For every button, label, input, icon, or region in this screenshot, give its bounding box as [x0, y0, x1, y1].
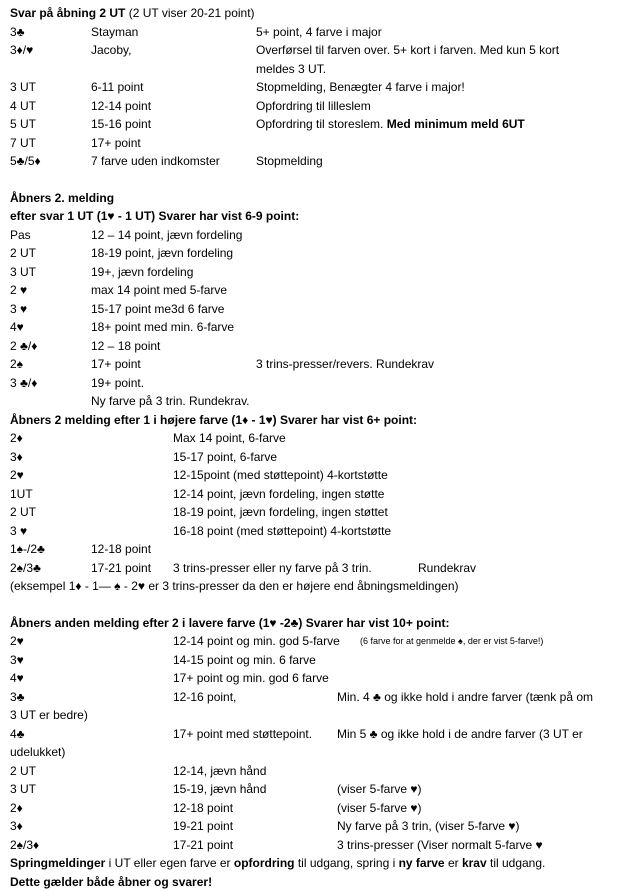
bid-cell: 1♠-/2♣ — [10, 540, 45, 559]
section3-extra-row — [10, 540, 622, 559]
desc-cell: 12-16 point, — [173, 688, 236, 707]
section4-row — [10, 669, 622, 688]
bid-cell: 3 UT — [10, 78, 36, 97]
footer-text-4: til udgang. — [487, 856, 546, 870]
desc-text: 5+ point, 4 farve i major — [256, 25, 382, 39]
bid-cell: 2 ♣/♦ — [10, 337, 37, 356]
desc-cell: 12 – 18 point — [91, 337, 160, 356]
note-cell: (viser 5-farve ♥) — [337, 780, 421, 799]
desc-cell: 12-14 point og min. god 5-farve — [173, 632, 340, 651]
desc-text: Opfordring til storeslem. — [256, 117, 383, 131]
section3-example: (eksempel 1♦ - 1— ♠ - 2♥ er 3 trins-presser da den er højere end åbningsmeldingen) — [10, 577, 459, 596]
bid-cell: 2♦ — [10, 799, 23, 818]
section4-row — [10, 743, 622, 762]
desc-cell: 18-19 point, jævn fordeling, ingen støttet — [173, 503, 388, 522]
section1-row — [10, 134, 622, 153]
desc-text: Stopmelding — [256, 154, 323, 168]
name-cell: 15-16 point — [91, 115, 151, 134]
section2-heading — [10, 189, 622, 208]
footer-opfordring: opfordring — [234, 856, 295, 870]
desc-cell: 19-21 point — [173, 817, 233, 836]
note-cell: (viser 5-farve ♥) — [337, 799, 421, 818]
bid-cell: 4♥ — [10, 669, 24, 688]
bid-cell: 2 UT — [10, 503, 36, 522]
section4-heading — [10, 614, 622, 633]
section3-extra-row — [10, 559, 622, 578]
desc-text: Opfordring til lilleslem — [256, 99, 371, 113]
bid-cell: 5 UT — [10, 115, 36, 134]
bid-cell: 4♥ — [10, 318, 24, 337]
section2-row — [10, 281, 622, 300]
note2-cell: Rundekrav — [418, 559, 476, 578]
small-note: (6 farve for at genmelde ♠, der er vist 5-farve!) — [360, 632, 543, 651]
desc-cell — [256, 78, 465, 97]
bid-cell: 3♦ — [10, 448, 23, 467]
continuation-text: 3 UT er bedre) — [10, 706, 88, 725]
bid-cell: 3♦ — [10, 817, 23, 836]
section1-row — [10, 115, 622, 134]
desc-cell — [256, 41, 596, 78]
desc-cell — [256, 23, 382, 42]
desc-cell — [256, 152, 323, 171]
section2-row — [10, 244, 622, 263]
desc-cell: 17+ point — [91, 355, 141, 374]
desc-cell: 15-17 point me3d 6 farve — [91, 300, 224, 319]
name-cell: 12-14 point — [91, 97, 151, 116]
section2-row — [10, 318, 622, 337]
desc-cell: 12 – 14 point, jævn fordeling — [91, 226, 242, 245]
footer-text-3: er — [445, 856, 462, 870]
bid-cell: 2 UT — [10, 762, 36, 781]
desc-cell: 17-21 point — [173, 836, 233, 855]
section2-subtitle: efter svar 1 UT (1♥ - 1 UT) Svarer har vist 6-9 point: — [10, 207, 299, 226]
section1-row — [10, 78, 622, 97]
bid-cell: 2♠ — [10, 355, 23, 374]
desc-cell: 16-18 point (med støttepoint) 4-kortstøtte — [173, 522, 391, 541]
footer-note: Dette gælder både åbner og svarer! — [10, 873, 212, 891]
section3-example-row — [10, 577, 622, 596]
desc-cell: 19+, jævn fordeling — [91, 263, 193, 282]
section2-row — [10, 392, 622, 411]
bid-cell: 2♥ — [10, 466, 24, 485]
bid-cell: 3 UT — [10, 780, 36, 799]
section4-row — [10, 780, 622, 799]
continuation-text: udelukket) — [10, 743, 65, 762]
section4-row — [10, 632, 622, 651]
desc-cell: 12-18 point — [91, 540, 151, 559]
section1-row — [10, 152, 622, 171]
section3-row — [10, 448, 622, 467]
note-cell: Ny farve på 3 trin, (viser 5-farve ♥) — [337, 817, 520, 836]
desc-cell: 12-14 point, jævn fordeling, ingen støtte — [173, 485, 384, 504]
desc-cell: 15-17 point, 6-farve — [173, 448, 277, 467]
section3-row — [10, 485, 622, 504]
footer-krav: krav — [462, 856, 487, 870]
footer-ny-farve: ny farve — [399, 856, 445, 870]
section1-row — [10, 97, 622, 116]
desc-cell: 12-14, jævn hånd — [173, 762, 266, 781]
name-cell: 7 farve uden indkomster — [91, 152, 220, 171]
desc-bold: Med minimum meld 6UT — [387, 117, 525, 131]
desc-cell: 17-21 point — [91, 559, 151, 578]
desc-cell: 14-15 point og min. 6 farve — [173, 651, 316, 670]
bid-cell: 3♦/♥ — [10, 41, 33, 60]
desc-cell — [256, 97, 371, 116]
bid-cell: 2♥ — [10, 632, 24, 651]
desc-cell: 18-19 point, jævn fordeling — [91, 244, 233, 263]
bid-cell: 1UT — [10, 485, 33, 504]
bid-cell: 3 ♣/♦ — [10, 374, 37, 393]
section2-row — [10, 355, 622, 374]
section3-extra-table — [10, 540, 622, 577]
section2-title: Åbners 2. melding — [10, 189, 114, 208]
section4-row — [10, 651, 622, 670]
section3-row — [10, 466, 622, 485]
section4-row — [10, 817, 622, 836]
bid-cell: 4♣ — [10, 725, 25, 744]
section3-title: Åbners 2 melding efter 1 i højere farve (1♦ - 1♥) Svarer har vist 6+ point: — [10, 411, 417, 430]
name-cell: 17+ point — [91, 134, 141, 153]
section1-table — [10, 23, 622, 171]
desc-cell: 19+ point. — [91, 374, 144, 393]
section4-row — [10, 688, 622, 707]
section2-row — [10, 263, 622, 282]
bid-cell: 2♠/3♣ — [10, 559, 41, 578]
section3-row — [10, 429, 622, 448]
name-cell: Stayman — [91, 23, 138, 42]
section2-table — [10, 226, 622, 411]
footer-springmeldinger: Springmeldinger — [10, 856, 105, 870]
desc-cell — [256, 115, 525, 134]
section2-row — [10, 300, 622, 319]
bid-cell: 2♦ — [10, 429, 23, 448]
note-cell: 3 trins-presser eller ny farve på 3 trin. — [173, 559, 372, 578]
footer-line-1 — [10, 854, 622, 873]
desc-cell: max 14 point med 5-farve — [91, 281, 227, 300]
desc-cell: Max 14 point, 6-farve — [173, 429, 286, 448]
bid-cell: 3 ♥ — [10, 300, 27, 319]
bid-cell: 2♠/3♦ — [10, 836, 39, 855]
bid-cell: 3♥ — [10, 651, 24, 670]
desc-cell: Ny farve på 3 trin. Rundekrav. — [91, 392, 250, 411]
section3-row — [10, 522, 622, 541]
section3-heading — [10, 411, 622, 430]
document-page — [10, 4, 622, 891]
section4-title: Åbners anden melding efter 2 i lavere farve (1♥ -2♣) Svarer har vist 10+ point: — [10, 614, 450, 633]
bid-cell: 3 UT — [10, 263, 36, 282]
footer-text-2: til udgang, spring i — [295, 856, 399, 870]
name-cell: Jacoby, — [91, 41, 131, 60]
bid-cell: 3 ♥ — [10, 522, 27, 541]
bid-cell: 3♣ — [10, 688, 25, 707]
note-cell: Min 5 ♣ og ikke hold i de andre farver (3 UT er — [337, 725, 583, 744]
section2-row — [10, 374, 622, 393]
section2-row — [10, 337, 622, 356]
section4-row — [10, 706, 622, 725]
bid-cell: 7 UT — [10, 134, 36, 153]
bid-cell: Pas — [10, 226, 31, 245]
section2-row — [10, 226, 622, 245]
desc-cell: 17+ point og min. god 6 farve — [173, 669, 329, 688]
section4-row — [10, 725, 622, 744]
section1-title-note: (2 UT viser 20-21 point) — [129, 6, 255, 20]
section4-row — [10, 762, 622, 781]
section1-heading — [10, 4, 622, 23]
section1-title: Svar på åbning 2 UT — [10, 6, 125, 20]
note-cell: 3 trins-presser/revers. Rundekrav — [256, 355, 434, 374]
section4-table — [10, 632, 622, 854]
bid-cell: 3♣ — [10, 23, 25, 42]
section1-row — [10, 23, 622, 42]
desc-text: Stopmelding, Benægter 4 farve i major! — [256, 80, 465, 94]
section2-subheading — [10, 207, 622, 226]
section3-table — [10, 429, 622, 540]
bid-cell: 4 UT — [10, 97, 36, 116]
section4-row — [10, 836, 622, 855]
desc-cell: 12-15point (med støttepoint) 4-kortstøtte — [173, 466, 388, 485]
desc-text: Overførsel til farven over. 5+ kort i farven. Med kun 5 kort meldes 3 UT. — [256, 43, 559, 76]
section1-row — [10, 41, 622, 78]
bid-cell: 5♣/5♦ — [10, 152, 41, 171]
footer-text-1: i UT eller egen farve er — [105, 856, 234, 870]
section3-row — [10, 503, 622, 522]
section4-row — [10, 799, 622, 818]
desc-cell: 12-18 point — [173, 799, 233, 818]
bid-cell: 2 UT — [10, 244, 36, 263]
desc-cell: 17+ point med støttepoint. — [173, 725, 312, 744]
desc-cell: 15-19, jævn hånd — [173, 780, 266, 799]
desc-cell: 18+ point med min. 6-farve — [91, 318, 234, 337]
bid-cell: 2 ♥ — [10, 281, 27, 300]
footer-line-2 — [10, 873, 622, 891]
note-cell: 3 trins-presser (Viser normalt 5-farve ♥ — [337, 836, 543, 855]
note-cell: Min. 4 ♣ og ikke hold i andre farver (tænk på om — [337, 688, 593, 707]
name-cell: 6-11 point — [91, 78, 143, 97]
